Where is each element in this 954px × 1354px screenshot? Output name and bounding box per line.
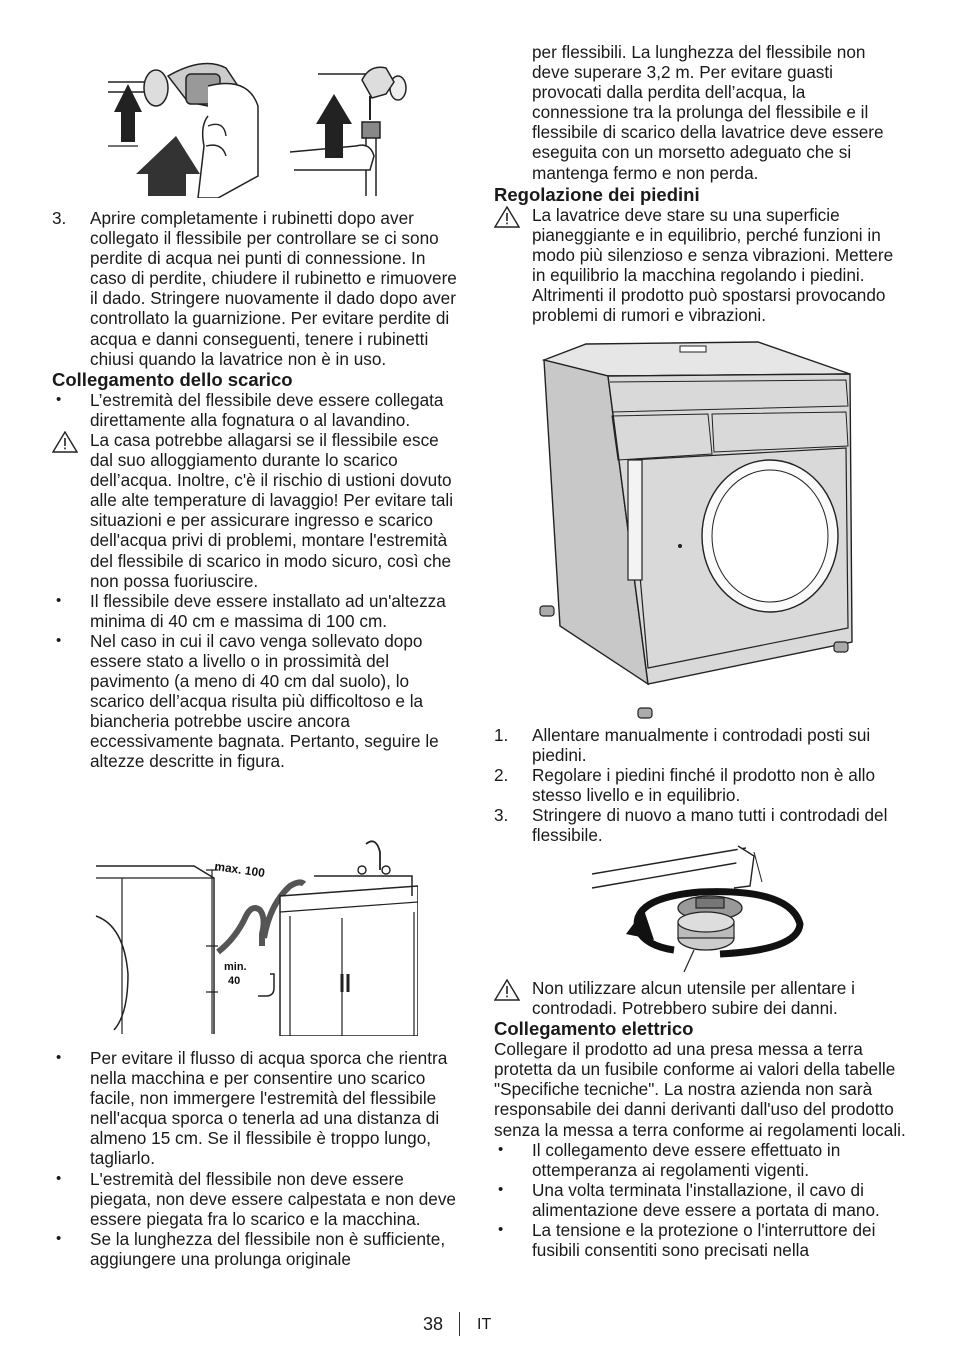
right-column: [494, 42, 906, 325]
warning-icon: [52, 431, 78, 453]
step-text: Allentare manualmente i controdadi posti sui piedini.: [532, 725, 871, 766]
list-item-text: Nel caso in cui il cavo venga sollevato dopo essere stato a livello o in prossimità del pavimento (a meno di 40 cm dal suolo), lo scarico dell’acqua risulta più difficoltoso e la biancheria potrebbe uscire ancora eccessivamente bagnata. Pertanto, seguire le altezze descritte in figura.: [90, 630, 439, 772]
electrical-heading: Collegamento elettrico: [494, 1018, 694, 1040]
step-1: [494, 725, 906, 765]
right-steps: [494, 725, 906, 846]
list-item: [52, 631, 464, 772]
list-item-text: Il collegamento deve essere effettuato in ottemperanza ai regolamenti vigenti.: [532, 1139, 841, 1180]
list-item-text: Il flessibile deve essere installato ad un'altezza minima di 40 cm e massima di 100 cm.: [90, 590, 446, 631]
list-item-text: Una volta terminata l'installazione, il cavo di alimentazione deve essere a portata di mano.: [532, 1179, 880, 1220]
list-item-text: L’estremità del flessibile deve essere collegata direttamente alla fognatura o al lavandino.: [90, 389, 444, 430]
washing-machine-illustration: [530, 336, 862, 720]
step-text: Stringere di nuovo a mano tutti i controdadi del flessibile.: [532, 805, 888, 846]
min-height-label: min.: [224, 961, 247, 973]
list-item-text: Per evitare il flusso di acqua sporca che rientra nella macchina e per consentire uno scarico facile, non immergere l'estremità del flessibile nell'acqua sporca o tenerla ad una distanza di almeno 15 cm. Se il flessibile è troppo lungo, tagliarlo.: [90, 1048, 448, 1169]
list-item: [52, 1048, 464, 1169]
warning-text: La casa potrebbe allagarsi se il flessibile esce dal suo alloggiamento durante lo scarico dell’acqua. Inoltre, c'è il rischio di ustioni dovuto alle alte temperature di lavaggio! Per evitare tali situazioni e per assicurare ingresso e scarico dell'acqua privi di problemi, montare l'estremità del flessibile di scarico in modo sicuro, così che non possa fuoriuscire.: [90, 429, 454, 591]
bullet: •: [498, 1180, 504, 1198]
bullet: •: [56, 1169, 62, 1187]
warning-text: Non utilizzare alcun utensile per allentare i controdadi. Potrebbero subire dei danni.: [532, 978, 855, 1019]
bullet: •: [498, 1221, 504, 1239]
step-3-open-taps: [52, 208, 464, 369]
bullet: •: [56, 1229, 62, 1247]
warning-note-flooding: [52, 430, 464, 591]
list-item: [52, 1169, 464, 1229]
list-item-text: La tensione e la protezione o l'interruttore dei fusibili consentiti sono precisati nella: [532, 1220, 876, 1261]
list-item: [52, 390, 464, 430]
list-item: [52, 1229, 464, 1269]
warning-note-tools: [494, 978, 906, 1018]
footer-divider: [459, 1312, 460, 1336]
warning-icon: [494, 979, 520, 1001]
step-number: 3.: [52, 208, 67, 228]
step-number: 1.: [494, 725, 509, 745]
bullet: •: [56, 591, 62, 609]
feet-heading: Regolazione dei piedini: [494, 183, 700, 205]
left-column-lower: [52, 1048, 464, 1269]
right-column-lower: [494, 978, 906, 1260]
step-text: Regolare i piedini finché il prodotto non è allo stesso livello e in equilibrio.: [532, 765, 876, 806]
drain-height-illustration: [94, 834, 418, 1036]
step-2: [494, 765, 906, 805]
list-item: [494, 1180, 906, 1220]
step-number: 3.: [494, 805, 509, 826]
list-item: [52, 591, 464, 631]
bullet: •: [56, 390, 62, 408]
max-height-label: max. 100: [213, 859, 266, 881]
bullet: •: [498, 1140, 504, 1158]
list-item-text: Se la lunghezza del flessibile non è sufficiente, aggiungere una prolunga originale: [90, 1228, 446, 1269]
drain-heading: Collegamento dello scarico: [52, 368, 293, 390]
list-item: [494, 1220, 906, 1260]
page-number: 38: [423, 1314, 444, 1334]
step-text: Aprire completamente i rubinetti dopo aver collegato il flessibile per controllare se ci sono perdite di acqua nei punti di connessione. In caso di perdite, chiudere il rubinetto e rimuovere il dado. Stringere nuovamente il dado dopo aver controllato la guarnizione. Per evitare perdite di acqua e danni conseguenti, tenere i rubinetti chiusi quando la lavatrice non è in uso.: [90, 208, 457, 369]
warning-icon: [494, 206, 520, 228]
step-3: [494, 805, 906, 845]
list-item: [494, 1140, 906, 1180]
step-number: 2.: [494, 765, 509, 786]
bullet: •: [56, 631, 62, 649]
continued-text: per flessibili. La lunghezza del flessibile non deve superare 3,2 m. Per evitare guasti provocati dalla perdita dell’acqua, la connessione tra la prolunga del flessibile e il flessibile di scarico della lavatrice deve essere eseguita con un morsetto adeguato che si mantenga fermo e non perda.: [532, 42, 884, 183]
electrical-text: Collegare il prodotto ad una presa messa a terra protetta da un fusibile conforme ai valori della tabelle "Specifiche tecniche". La nostra azienda non sarà responsabile dei danni derivanti dall'uso del prodotto senza la messa a terra conforme ai regolamenti locali.: [494, 1039, 906, 1140]
min-height-value: 40: [228, 975, 241, 987]
list-item-text: L'estremità del flessibile non deve essere piegata, non deve essere calpestata e non deve essere piegata fra lo scarico e la macchina.: [90, 1168, 456, 1229]
bullet: •: [56, 1049, 62, 1066]
warning-text: La lavatrice deve stare su una superficie pianeggiante e in equilibrio, perché funzioni in modo più silenzioso e senza vibrazioni. Mettere in equilibrio la macchina regolando i piedini. Altrimenti il prodotto può spostarsi provocando problemi di rumori e vibrazioni.: [532, 204, 894, 326]
foot-adjust-illustration: [590, 842, 820, 976]
warning-note-level: [494, 205, 906, 326]
hose-connection-illustration: [108, 46, 408, 198]
language-code: IT: [477, 1316, 492, 1333]
left-column: [52, 208, 464, 772]
